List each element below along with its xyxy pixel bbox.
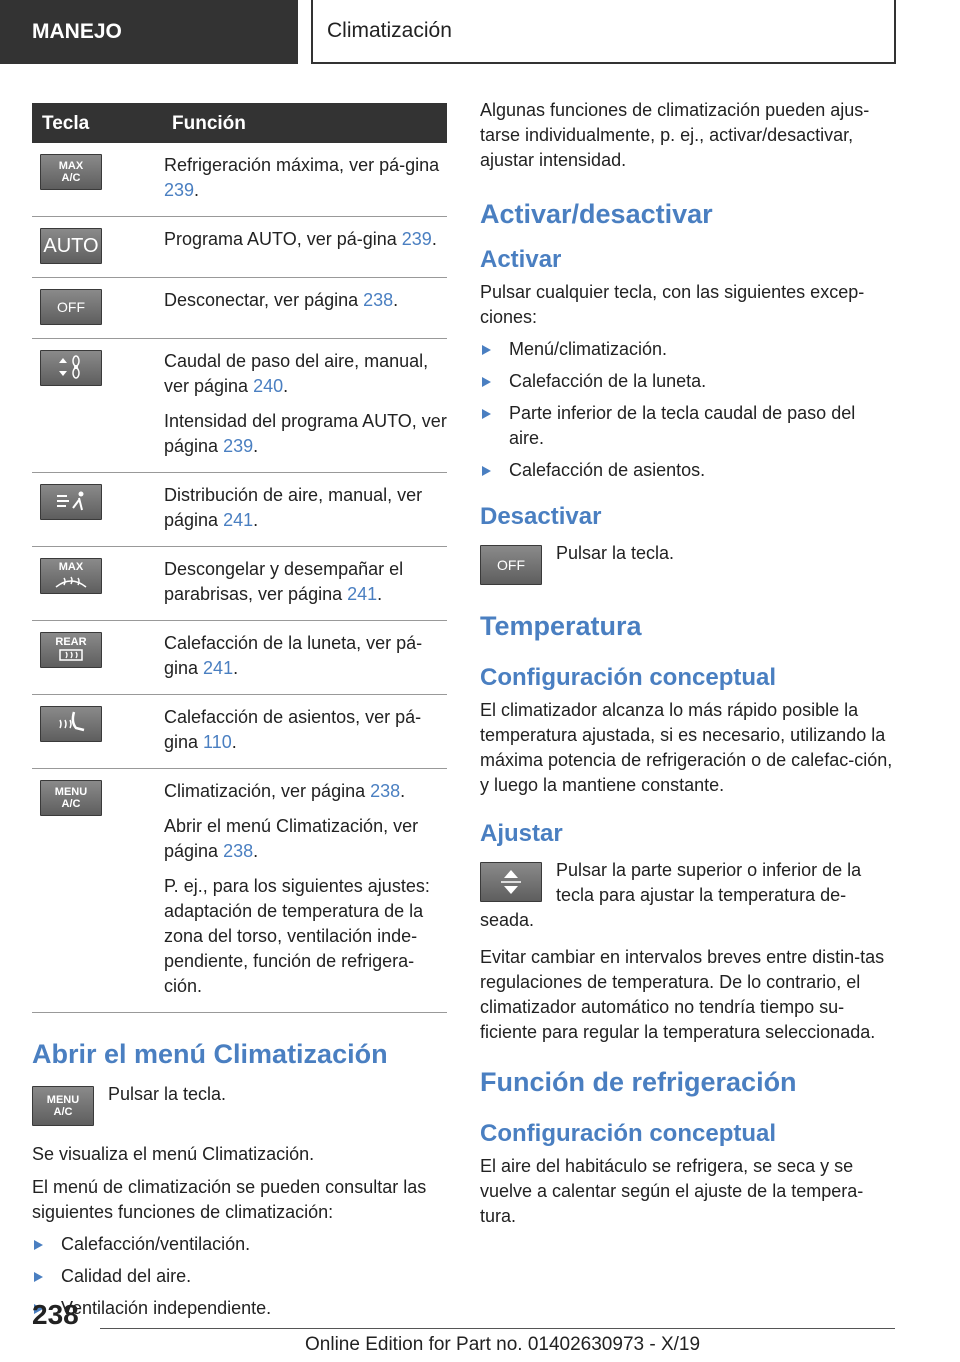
page-reference-link[interactable]: 240 (253, 376, 284, 396)
triangle-bullet-icon (482, 345, 491, 355)
key-label: REAR (55, 635, 87, 648)
seat-heating-icon (40, 706, 102, 742)
key-cell (32, 278, 150, 339)
section-title: MANEJO (32, 20, 122, 43)
function-description: Desconectar, ver página (164, 290, 364, 310)
air-distribution-icon (40, 484, 102, 520)
cooling-heading: Función de refrigeración (480, 1067, 797, 1097)
list-item-text: Calidad del aire. (61, 1266, 192, 1286)
menu-ac-icon (32, 1086, 94, 1126)
function-text (164, 779, 447, 804)
exceptions-list (480, 337, 894, 483)
key-label: A/C (61, 172, 81, 184)
adjust-heading: Ajustar (480, 820, 563, 847)
off-key (480, 545, 542, 585)
list-item-text: Calefacción de asientos. (509, 460, 706, 480)
menu-key-line1: MENU (46, 1094, 80, 1106)
key-cell (32, 769, 150, 1013)
list-item (32, 1264, 447, 1289)
page-reference-link[interactable]: 239 (401, 229, 432, 249)
deactivate-heading: Desactivar (480, 503, 602, 530)
activate-deactivate-heading: Activar/desactivar (480, 199, 713, 229)
table-row (32, 339, 447, 473)
triangle-bullet-icon (482, 377, 491, 387)
menu-press-text: Pulsar la tecla. (108, 1084, 227, 1104)
menu-key-line2: A/C (53, 1106, 73, 1118)
function-text (164, 288, 447, 313)
function-cell (150, 621, 447, 695)
function-cell (150, 278, 447, 339)
table-row (32, 695, 447, 769)
function-text (164, 349, 447, 399)
punctuation: . (400, 781, 406, 801)
left-column (32, 103, 447, 1321)
key-label: A/C (61, 798, 81, 810)
triangle-bullet-icon (34, 1240, 43, 1250)
list-item-text: Parte inferior de la tecla caudal de paso del aire. (509, 403, 856, 448)
function-description: Climatización, ver página (164, 781, 371, 801)
table-row (32, 278, 447, 339)
key-label: AUTO (43, 235, 99, 257)
max-defrost-icon (40, 558, 102, 594)
function-description: Programa AUTO, ver pá-gina (164, 229, 402, 249)
key-glyph-icon (52, 573, 90, 592)
key-glyph-icon (56, 648, 86, 665)
off-icon (480, 545, 542, 585)
triangle-bullet-icon (482, 409, 491, 419)
key-glyph-icon (56, 354, 86, 383)
table-header-function: Función (150, 103, 447, 143)
punctuation: . (231, 732, 237, 752)
function-description: Calefacción de la luneta, ver pá-gina (164, 633, 423, 678)
function-text (164, 874, 447, 999)
function-description: Abrir el menú Climatización, ver página (164, 816, 419, 861)
page-reference-link[interactable]: 239 (164, 180, 195, 200)
function-text (164, 153, 447, 203)
list-item-text: Calefacción/ventilación. (61, 1234, 251, 1254)
activate-text: Pulsar cualquier tecla, con las siguientes excep-ciones: (480, 282, 865, 327)
function-text (164, 227, 447, 252)
list-item (480, 369, 894, 394)
menu-key (32, 1086, 94, 1126)
function-cell (150, 473, 447, 547)
punctuation: . (233, 658, 239, 678)
max-ac-icon (40, 154, 102, 190)
adjust-block (480, 858, 894, 933)
page-number: 238 (32, 1299, 79, 1330)
function-description: Caudal de paso del aire, manual, ver página (164, 351, 429, 396)
punctuation: . (194, 180, 200, 200)
list-item-text: Calefacción de la luneta. (509, 371, 707, 391)
page-reference-link[interactable]: 241 (203, 658, 234, 678)
key-cell (32, 143, 150, 217)
list-item-text: Menú/climatización. (509, 339, 668, 359)
key-label: MAX (58, 560, 84, 573)
key-cell (32, 217, 150, 278)
triangle-bullet-icon (34, 1272, 43, 1282)
temperature-key (480, 862, 542, 902)
key-label: MENU (54, 786, 88, 798)
key-label: MAX (58, 160, 84, 172)
function-text (164, 631, 447, 681)
table-header-key: Tecla (32, 103, 150, 143)
function-description: Descongelar y desempañar el parabrisas, ver página (164, 559, 404, 604)
page-reference-link[interactable]: 239 (223, 436, 254, 456)
function-text (164, 705, 447, 755)
page-reference-link[interactable]: 241 (223, 510, 254, 530)
table-body (32, 143, 447, 1013)
punctuation: . (377, 584, 383, 604)
key-cell (32, 547, 150, 621)
function-cell (150, 217, 447, 278)
footer-divider (100, 1328, 895, 1329)
table-row (32, 621, 447, 695)
right-column (480, 98, 894, 1229)
key-cell (32, 621, 150, 695)
menu-press-block (32, 1082, 447, 1130)
triangle-bullet-icon (482, 466, 491, 476)
deactivate-block (480, 541, 894, 589)
list-item-text: Ventilación independiente. (61, 1298, 272, 1318)
menu-text-2: El menú de climatización se pueden consultar las siguientes funciones de climatización: (32, 1177, 427, 1222)
menu-section (32, 1039, 447, 1321)
function-cell (150, 339, 447, 473)
function-cell (150, 143, 447, 217)
intro-text: Algunas funciones de climatización pueden ajus-tarse individualmente, p. ej., activar/desactivar, ajustar intensidad. (480, 100, 870, 170)
function-cell (150, 547, 447, 621)
function-text (164, 483, 447, 533)
temperature-up-down-icon (480, 862, 542, 902)
off-key-label: OFF (497, 557, 525, 573)
chapter-title: Climatización (327, 19, 452, 42)
menu-text-1: Se visualiza el menú Climatización. (32, 1144, 315, 1164)
table-row (32, 143, 447, 217)
punctuation: . (431, 229, 437, 249)
section-tab (0, 0, 298, 64)
page-reference-link[interactable]: 110 (203, 732, 232, 752)
punctuation: . (393, 290, 399, 310)
function-text (164, 409, 447, 459)
adjust-note: Evitar cambiar en intervalos breves entre distin-tas regulaciones de temperatura. De lo contrario, el climatizador automático no tendría tiempo su-ficiente para regular la temperatura seleccionada. (480, 947, 885, 1042)
table-row (32, 217, 447, 278)
up-down-arrows-icon (496, 867, 526, 897)
table-row (32, 473, 447, 547)
key-glyph-icon (54, 708, 88, 741)
concept-text-1: El climatizador alcanza lo más rápido posible la temperatura ajustada, si es necesario, utilizando la máxima potencia de refrigeración o de calefac-ción, y luego la mantiene constante. (480, 700, 893, 795)
key-cell (32, 473, 150, 547)
punctuation: . (253, 510, 259, 530)
function-text (164, 814, 447, 864)
punctuation: . (283, 376, 289, 396)
list-item (32, 1296, 447, 1321)
menu-function-list (32, 1232, 447, 1321)
key-cell (32, 339, 150, 473)
key-function-table (32, 103, 447, 1013)
function-description: Intensidad del programa AUTO, ver página (164, 411, 447, 456)
chapter-tab (311, 0, 896, 64)
fan-icon (40, 350, 102, 386)
temperature-heading: Temperatura (480, 611, 642, 641)
function-description: Refrigeración máxima, ver pá-gina (164, 155, 440, 175)
function-cell (150, 695, 447, 769)
list-item (480, 401, 894, 451)
function-text (164, 557, 447, 607)
page-reference-link[interactable]: 238 (223, 841, 254, 861)
deactivate-text: Pulsar la tecla. (556, 543, 675, 563)
list-item (32, 1232, 447, 1257)
list-item (480, 337, 894, 362)
function-description: P. ej., para los siguientes ajustes: adaptación de temperatura de la zona del torso, ventilación inde-pendiente, función de refrigera-ción. (164, 876, 430, 996)
function-description: Calefacción de asientos, ver pá-gina (164, 707, 422, 752)
concept-heading-1: Configuración conceptual (480, 664, 777, 691)
rear-defrost-icon (40, 632, 102, 668)
key-glyph-icon (53, 488, 89, 517)
table-row (32, 547, 447, 621)
punctuation: . (253, 841, 259, 861)
concept-heading-2: Configuración conceptual (480, 1120, 777, 1147)
table-row (32, 769, 447, 1013)
menu-ac-icon (40, 780, 102, 816)
auto-icon (40, 228, 102, 264)
function-cell (150, 769, 447, 1013)
punctuation: . (253, 436, 259, 456)
page-reference-link[interactable]: 241 (347, 584, 378, 604)
page-reference-link[interactable]: 238 (363, 290, 394, 310)
function-description: Distribución de aire, manual, ver página (164, 485, 423, 530)
footer-edition: Online Edition for Part no. 01402630973 - X/19 (305, 1334, 701, 1355)
key-cell (32, 695, 150, 769)
menu-section-heading: Abrir el menú Climatización (32, 1039, 388, 1069)
adjust-text: Pulsar la parte superior o inferior de la tecla para ajustar la temperatura de-seada. (480, 860, 862, 930)
key-label: OFF (57, 299, 85, 315)
concept-text-2: El aire del habitáculo se refrigera, se seca y se vuelve a calentar según el ajuste de la tempera-tura. (480, 1156, 864, 1226)
table-header-row (32, 103, 447, 143)
off-icon (40, 289, 102, 325)
page-reference-link[interactable]: 238 (370, 781, 401, 801)
activate-heading: Activar (480, 246, 562, 273)
list-item (480, 458, 894, 483)
